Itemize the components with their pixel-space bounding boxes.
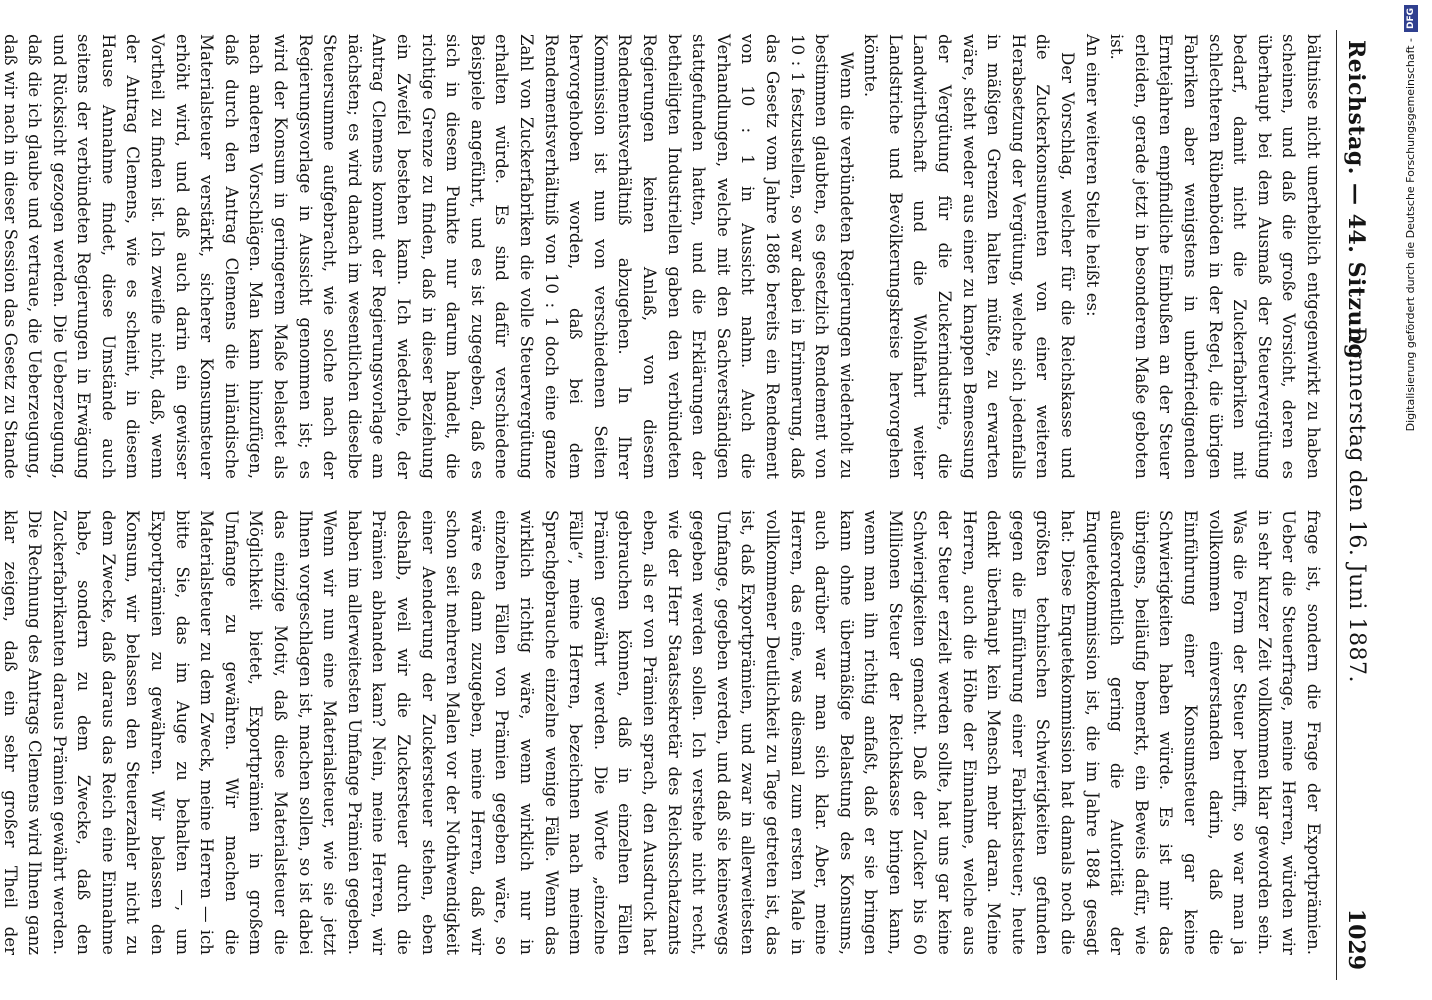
header-date: Donnerstag den 16. Juni 1887. bbox=[1344, 327, 1369, 683]
quoted-paragraph: Der Vorschlag, welcher für die Reichskasse und die Zuckerkonsumenten von einer weiteren Herabsetzung der Vergütung, welche sich jedenfalls in mäßigen Grenzen halten müßte, zu erwarten wäre, steht weder aus einer zu knappen Bemessung der Vergütung für die Zuckerindustrie, die Landwirthschaft und die Wohlfahrt weiter Landstriche und Bevölkerungskreise hervorgehen könnte. bbox=[861, 34, 1078, 479]
paragraph: frage ist, sondern die Frage der Exportprämien. Ueber die Steuerfrage, meine Herren, würden wir in sehr kurzer Zeit vollkommen klar geworden sein. Was die Form der Steuer betrifft, so war man ja vollkommen einverstanden darin, daß die Einführung einer Konsumsteuer gar keine Schwierigkeiten haben würde. Es ist mir das übrigens, beiläufig bemerkt, ein Beweis dafür, wie außerordentlich gering die Autorität der Enquetekommission ist, die im Jahre 1884 gesagt hat: Diese Enquetekommission hat damals noch die größten technischen Schwierigkeiten gefunden gegen die Einführung einer Fabrikatsteuer; heute denkt überhaupt kein Mensch mehr daran. Meine Herren, auch die Höhe der Einnahme, welche aus der Steuer erzielt werden sollte, hat uns gar keine Schwierigkeiten gemacht. Daß der Zucker bis 60 Millionen Steuer der Reichskasse bringen kann, wenn man ihn richtig anfaßt, daß er sie bringen kann ohne übermäßige Belastung des Konsums, auch darüber war man sich klar. Aber, meine Herren, das eine, was diesmal zum ersten Male in vollkommener Deutlichkeit zu Tage getreten ist, das ist, daß Exportprämien, und zwar in allerweitesten Umfange, gegeben werden, und daß sie keineswegs gegeben werden sollen. Ich verstehe nicht recht, wie der Herr Staatssekretär des Reichsschatzamts eben, als er von Prämien sprach, den Ausdruck hat gebrauchen können, daß in einzelnen Fällen Prämien gewährt werden. Die Worte „einzelne Fälle“, meine Herren, bezeichnen nach meinem Sprachgebrauche einzelne wenige Fälle. Wenn das wirklich richtig wäre, wenn wirklich nur in einzelnen Fällen von Prämien gegeben wäre, so wäre es dann zuzugeben, meine Herren, daß wir schon seit mehreren Malen vor der Nothwendigkeit einer Aenderung der Zuckersteuer stehen, eben deshalb, weil wir die Zuckersteuer durch die Prämien abhanden kam? Nein, meine Herren, wir haben im allerweitesten Umfange Prämien gegeben. Wenn wir nun eine Materialsteuer, wie sie jetzt Ihnen vorgeschlagen ist, machen sollen, so ist dabei das einzige Motiv, daß diese Materialsteuer die Möglichkeit bietet, Exportprämien in großem Umfange zu gewähren. Wir machen die Materialsteuer zu dem Zweck, meine Herren — ich bitte Sie, das im Auge zu behalten —, um Exportprämien zu gewähren. Wir belassen den Konsum, wir belassen den Steuerzahler nicht zu dem Zwecke, daß daraus das Reich eine Einnahme habe, sondern zu dem Zwecke, daß den Zuckerfabrikanten daraus Prämien gewährt werden. Die Rechnung des Antrags Clemens wird Ihnen ganz klar zeigen, daß ein sehr großer Theil der bbox=[0, 510, 1323, 955]
paragraph: An einer weiteren Stelle heißt es: bbox=[1082, 34, 1102, 317]
paragraph: bältnisse nicht unerheblich entgegenwirkt zu haben scheinen, und daß die große Vorsicht, deren es überhaupt bei dem Ausmaß der Steuervergütung bedarf, damit nicht die Zuckerfabriken mit schlechteren Rübenböden in der Regel, die übrigen Fabriken aber wenigstens in unbefriedigenden Erntejahren empfindliche Einbußen an der Steuer erleiden, gerade jetzt in besonderem Maße geboten ist. bbox=[1107, 34, 1323, 479]
paragraph: Wenn die verbündeten Regierungen wiederholt zu bestimmen glaubten, es gesetzlich Rendement von 10 : 1 festzustellen, so war dabei in Erinnerung, daß das Gesetz vom Jahre 1886 bereits ein Rendement von 10 : 1 in Aussicht nahm. Auch die Verhandlungen, welche mit den Sachverständigen stattgefunden hatten, und die Erklärungen der betheiligten Industriellen gaben den verbündeten Regierungen keinen Anlaß, von diesem Rendementsverhältniß abzugehen. In Ihrer Kommission ist nun von verschiedenen Seiten hervorgehoben worden, daß bei dem Rendementsverhältniß von 10 : 1 doch eine ganze Zahl von Zuckerfabriken die volle Steuervergütung erhalten würde. Es sind dafür verschiedene Beispiele angeführt, und es ist zugegeben, daß es sich in diesem Punkte nur darum handelt, die richtige Grenze zu finden, daß in dieser Beziehung ein Zweifel bestehen kann. Ich wiederhole, der Antrag Clemens kommt der Regierungsvorlage am nächsten; es wird danach im wesentlichen dieselbe Steuersumme aufgebracht, wie solche nach der Regierungsvorlage in Aussicht genommen ist; es wird der Konsum in geringerem Maße belastet als nach anderen Vorschlägen. Man kann hinzufügen, daß durch den Antrag Clemens die inländische Materialsteuer verstärkt, sicherer Konsumsteuer erhöht wird, und daß auch darin ein gewisser Vortheil zu finden ist. Ich zweifle nicht, daß, wenn der Antrag Clemens, wie es scheint, in diesem Hause Annahme findet, diese Umstände auch seitens der verbündeten Regierungen in Erwägung und Rücksicht gezogen werden. Die Ueberzeugung, daß die ich glaube und vertraue, die Ueberzeugung, daß wir nach in dieser Session das Gesetz zu Stande bbox=[0, 34, 856, 479]
header-session: Reichstag. — 44. Sitzung. bbox=[1343, 40, 1369, 368]
page-number: 1029 bbox=[1343, 908, 1369, 970]
running-header bbox=[1336, 30, 1377, 980]
left-column bbox=[0, 34, 1325, 479]
right-column bbox=[0, 510, 1325, 955]
credit-text: Digitalisierung gefördert durch die Deutsche Forschungsgemeinschaft - bbox=[1404, 38, 1417, 432]
newspaper-page bbox=[0, 30, 1377, 980]
digitization-credit bbox=[1390, 0, 1432, 1000]
dfg-logo: DFG bbox=[1404, 5, 1418, 32]
